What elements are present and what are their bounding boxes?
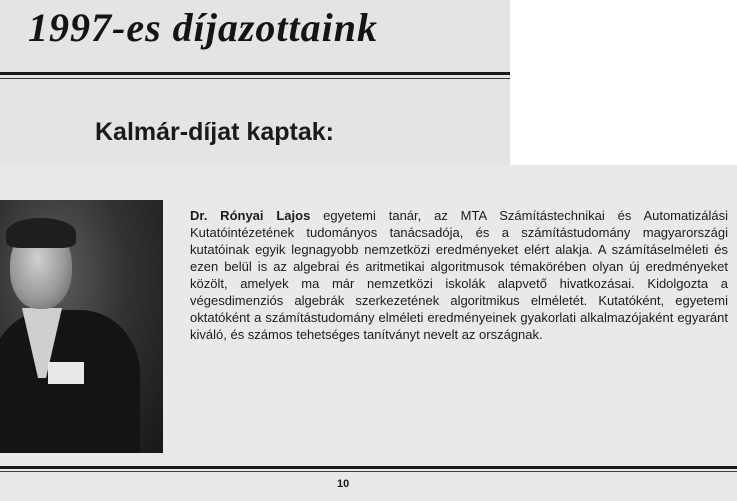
title-rule bbox=[0, 72, 510, 75]
page-number: 10 bbox=[337, 478, 350, 490]
portrait-hair bbox=[6, 218, 76, 248]
article-body: egyetemi tanár, az MTA Számítástechnikai és Automatizálási Kutatóintézetének tudományos tanácsadója, és a számítástudomány magyarországi kutatóinak egyik legnagyobb nemzetközi eredményeket elért alakja. A számításelméleti és ezen belül is az algebrai és aritmetikai algoritmusok témakörében olyan új eredményeket közölt, amelyek ma már nemzetközi iskolák alapvető hivatkozásai. Kidolgozta a végesdimenziós algebrák szerkezetének algoritmikus elméletét. Kutatóként, egyetemi oktatóként a számítástudomány elméleti eredményeinek gyakorlati alkalmazójaként egyaránt kiváló, és számos tehetséges tanítványt nevelt az országnak. bbox=[190, 208, 728, 342]
footer-rule-thin bbox=[0, 471, 737, 472]
laureate-name: Dr. Rónyai Lajos bbox=[190, 208, 311, 223]
footer-rule bbox=[0, 466, 737, 469]
scan-margin bbox=[510, 0, 737, 165]
article-text bbox=[190, 207, 728, 343]
page-title: 1997-es díjazottaink bbox=[28, 5, 379, 50]
portrait-badge bbox=[48, 362, 84, 384]
section-heading: Kalmár-díjat kaptak: bbox=[95, 118, 334, 146]
portrait-photo bbox=[0, 200, 163, 453]
title-rule-thin bbox=[0, 78, 510, 79]
